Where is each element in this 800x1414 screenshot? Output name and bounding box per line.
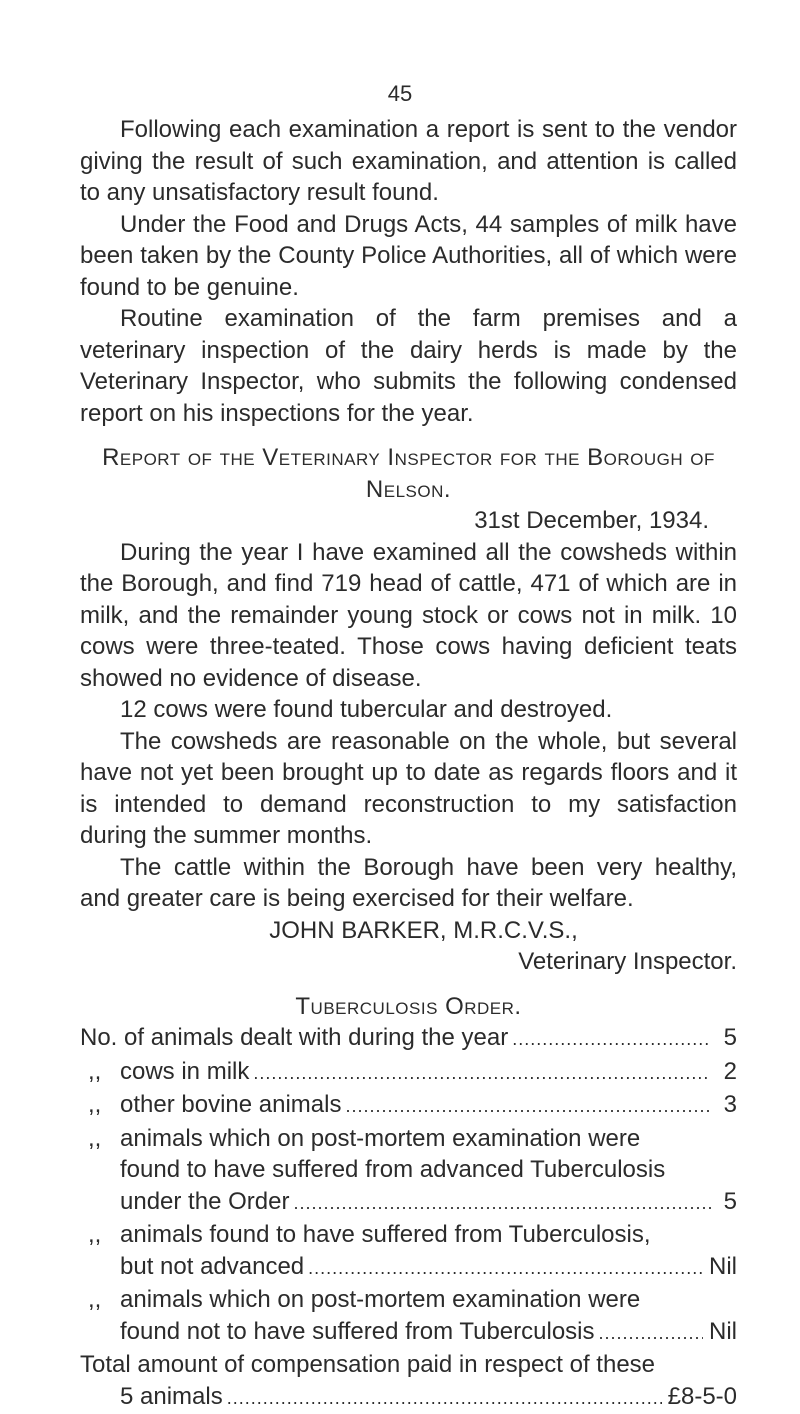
row-label: other bovine animals [120,1089,341,1121]
ditto-mark: ,, [88,1056,101,1088]
report-paragraph: During the year I have examined all the cowsheds within the Borough, and find 719 head of cattle, 471 of which are in milk, and the remainder young stock or cows not in milk. 10 cows were three-teated. Those cows having deficient teats showed no evidence of disease. [80,537,737,695]
row-label: animals which on post-mortem examination were [120,1123,640,1155]
row-label: cows in milk [120,1056,249,1088]
page-number: 45 [0,78,800,110]
row-value: £8-5-0 [668,1381,737,1413]
table-row [80,1284,737,1349]
paragraph: Routine examination of the farm premises and a veterinary inspection of the dairy herds is made by the Veterinary Inspector, who submits the following condensed report on his inspections for the year. [80,303,737,429]
report-date: 31st December, 1934. [80,505,737,537]
ditto-mark: ,, [88,1089,101,1121]
table-row [80,1123,737,1220]
row-value: Nil [709,1251,737,1283]
signature-name: JOHN BARKER, M.R.C.V.S., [80,915,737,947]
report-heading [80,442,737,505]
leader-dots [253,1058,711,1090]
table-row [80,1056,737,1090]
leader-dots [599,1318,703,1350]
row-label: Total amount of compensation paid in respect of these [80,1349,655,1381]
leader-dots [293,1188,711,1220]
leader-dots [227,1383,662,1414]
table-row [80,1219,737,1284]
tuberculosis-heading: Tuberculosis Order. [80,991,737,1023]
row-value: 3 [717,1089,737,1121]
table-row [80,1022,737,1056]
table-row [80,1089,737,1123]
tuberculosis-table [80,1022,737,1414]
row-label: under the Order [120,1186,289,1218]
ditto-mark: ,, [88,1123,101,1155]
leader-dots [345,1091,711,1123]
ditto-mark: ,, [88,1284,101,1316]
paragraph: Following each examination a report is sent to the vendor giving the result of such examination, and attention is called to any unsatisfactory result found. [80,114,737,209]
report-paragraph: 12 cows were found tubercular and destroyed. [80,694,737,726]
row-value: Nil [709,1316,737,1348]
ditto-mark: ,, [88,1219,101,1251]
report-heading-line1: Report of the Veterinary Inspector for the Borough of [102,444,715,471]
row-label: animals found to have suffered from Tuberculosis, [120,1219,651,1251]
row-label: found not to have suffered from Tuberculosis [120,1316,595,1348]
row-value: 5 [717,1022,737,1054]
row-value: 2 [717,1056,737,1088]
report-heading-line2: Nelson. [366,476,451,503]
row-value: 5 [717,1186,737,1218]
row-label: found to have suffered from advanced Tuberculosis [120,1154,665,1186]
row-label: animals which on post-mortem examination were [120,1284,640,1316]
row-label: 5 animals [120,1381,223,1413]
table-row [80,1349,737,1414]
row-label: but not advanced [120,1251,304,1283]
signature-title: Veterinary Inspector. [80,946,737,978]
report-paragraph: The cattle within the Borough have been very healthy, and greater care is being exercised for their welfare. [80,852,737,915]
row-label: No. of animals dealt with during the year [80,1022,508,1054]
document-body [80,114,737,1414]
leader-dots [308,1253,703,1285]
paragraph: Under the Food and Drugs Acts, 44 samples of milk have been taken by the County Police Authorities, all of which were found to be genuine. [80,209,737,304]
report-paragraph: The cowsheds are reasonable on the whole, but several have not yet been brought up to date as regards floors and it is intended to demand reconstruction to my satisfaction during the summer months. [80,726,737,852]
leader-dots [512,1024,711,1056]
